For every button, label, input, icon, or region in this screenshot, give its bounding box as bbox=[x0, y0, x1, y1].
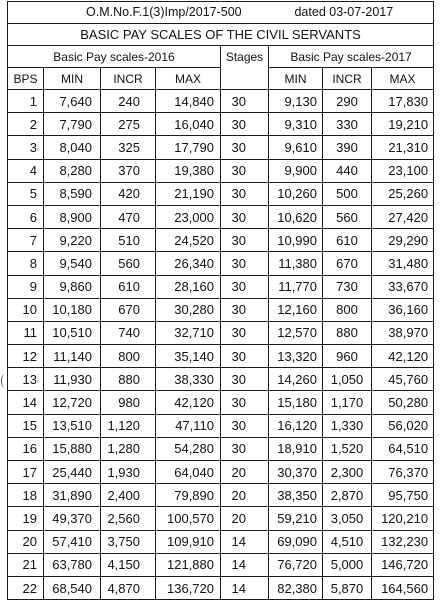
cell-max-2017: 120,210 bbox=[372, 507, 434, 530]
cell-incr-2016: 1,120 bbox=[101, 414, 156, 437]
cell-bps: 2 bbox=[8, 113, 44, 136]
cell-max-2017: 33,670 bbox=[372, 275, 434, 298]
cell-stages: 30 bbox=[221, 437, 269, 460]
cell-bps: 13 bbox=[8, 368, 44, 391]
cell-incr-2016: 1,280 bbox=[101, 437, 156, 460]
cell-min-2017: 30,370 bbox=[269, 461, 323, 484]
cell-incr-2017: 730 bbox=[323, 275, 372, 298]
cell-stages: 30 bbox=[221, 298, 269, 321]
cell-stages: 30 bbox=[221, 182, 269, 205]
cell-max-2017: 95,750 bbox=[372, 484, 434, 507]
cell-min-2016: 7,640 bbox=[44, 90, 101, 113]
cell-max-2017: 25,260 bbox=[372, 182, 434, 205]
cell-min-2017: 38,350 bbox=[269, 484, 323, 507]
cell-min-2016: 9,860 bbox=[44, 275, 101, 298]
cell-min-2017: 9,130 bbox=[269, 90, 323, 113]
cell-max-2016: 30,280 bbox=[156, 298, 221, 321]
table-title: BASIC PAY SCALES OF THE CIVIL SERVANTS bbox=[8, 24, 434, 46]
table-row bbox=[8, 90, 434, 113]
table-row bbox=[8, 576, 434, 599]
cell-bps: 16 bbox=[8, 437, 44, 460]
table-header bbox=[8, 2, 434, 90]
cell-bps: 20 bbox=[8, 530, 44, 553]
cell-max-2017: 31,480 bbox=[372, 252, 434, 275]
cell-max-2016: 16,040 bbox=[156, 113, 221, 136]
cell-bps: 15 bbox=[8, 414, 44, 437]
cell-max-2016: 47,110 bbox=[156, 414, 221, 437]
cell-incr-2017: 390 bbox=[323, 136, 372, 159]
cell-max-2016: 32,710 bbox=[156, 321, 221, 344]
cell-min-2016: 63,780 bbox=[44, 553, 101, 576]
table-row bbox=[8, 553, 434, 576]
table-row bbox=[8, 229, 434, 252]
cell-stages: 30 bbox=[221, 229, 269, 252]
cell-bps: 17 bbox=[8, 461, 44, 484]
table-row bbox=[8, 182, 434, 205]
cell-max-2016: 35,140 bbox=[156, 345, 221, 368]
cell-max-2017: 23,100 bbox=[372, 159, 434, 182]
cell-min-2017: 69,090 bbox=[269, 530, 323, 553]
cell-min-2017: 82,380 bbox=[269, 576, 323, 599]
cell-incr-2017: 880 bbox=[323, 321, 372, 344]
cell-stages: 30 bbox=[221, 345, 269, 368]
cell-min-2017: 9,310 bbox=[269, 113, 323, 136]
cell-min-2016: 8,900 bbox=[44, 205, 101, 228]
cell-bps: 6 bbox=[8, 205, 44, 228]
cell-max-2016: 23,000 bbox=[156, 205, 221, 228]
cell-stages: 20 bbox=[221, 484, 269, 507]
cell-incr-2017: 800 bbox=[323, 298, 372, 321]
cell-min-2016: 8,040 bbox=[44, 136, 101, 159]
cell-incr-2017: 1,050 bbox=[323, 368, 372, 391]
table-row bbox=[8, 113, 434, 136]
cell-max-2016: 109,910 bbox=[156, 530, 221, 553]
cell-stages: 30 bbox=[221, 113, 269, 136]
cell-bps: 10 bbox=[8, 298, 44, 321]
table-row bbox=[8, 484, 434, 507]
cell-incr-2016: 670 bbox=[101, 298, 156, 321]
cell-stages: 30 bbox=[221, 90, 269, 113]
cell-min-2017: 16,120 bbox=[269, 414, 323, 437]
cell-min-2017: 15,180 bbox=[269, 391, 323, 414]
cell-min-2016: 9,540 bbox=[44, 252, 101, 275]
table-row bbox=[8, 205, 434, 228]
cell-bps: 1 bbox=[8, 90, 44, 113]
cell-incr-2016: 4,150 bbox=[101, 553, 156, 576]
cell-max-2017: 36,160 bbox=[372, 298, 434, 321]
cell-bps: 12 bbox=[8, 345, 44, 368]
table-row bbox=[8, 414, 434, 437]
cell-incr-2017: 3,050 bbox=[323, 507, 372, 530]
cell-bps: 8 bbox=[8, 252, 44, 275]
cell-stages: 30 bbox=[221, 321, 269, 344]
cell-min-2016: 49,370 bbox=[44, 507, 101, 530]
stages-header: Stages bbox=[221, 46, 269, 90]
cell-min-2017: 11,770 bbox=[269, 275, 323, 298]
cell-incr-2016: 2,560 bbox=[101, 507, 156, 530]
cell-max-2016: 28,160 bbox=[156, 275, 221, 298]
cell-min-2017: 10,260 bbox=[269, 182, 323, 205]
cell-incr-2017: 1,170 bbox=[323, 391, 372, 414]
cell-incr-2017: 560 bbox=[323, 205, 372, 228]
cell-min-2016: 10,510 bbox=[44, 321, 101, 344]
cell-incr-2017: 610 bbox=[323, 229, 372, 252]
cell-incr-2017: 330 bbox=[323, 113, 372, 136]
group-header-2016: Basic Pay scales-2016 bbox=[8, 46, 221, 68]
cell-bps: 7 bbox=[8, 229, 44, 252]
cell-min-2017: 12,160 bbox=[269, 298, 323, 321]
table-row bbox=[8, 368, 434, 391]
cell-min-2017: 10,990 bbox=[269, 229, 323, 252]
cell-bps: 5 bbox=[8, 182, 44, 205]
cell-incr-2016: 610 bbox=[101, 275, 156, 298]
cell-bps: 19 bbox=[8, 507, 44, 530]
cell-max-2017: 29,290 bbox=[372, 229, 434, 252]
cell-incr-2017: 1,520 bbox=[323, 437, 372, 460]
cell-incr-2017: 500 bbox=[323, 182, 372, 205]
cell-max-2016: 24,520 bbox=[156, 229, 221, 252]
cell-max-2017: 132,230 bbox=[372, 530, 434, 553]
memo-header-cell bbox=[8, 2, 434, 24]
cell-max-2016: 38,330 bbox=[156, 368, 221, 391]
cell-bps: 4 bbox=[8, 159, 44, 182]
cell-min-2016: 7,790 bbox=[44, 113, 101, 136]
cell-incr-2017: 5,000 bbox=[323, 553, 372, 576]
cell-stages: 14 bbox=[221, 553, 269, 576]
col-header-min-2016: MIN bbox=[44, 68, 101, 90]
cell-max-2017: 45,760 bbox=[372, 368, 434, 391]
cell-max-2017: 38,970 bbox=[372, 321, 434, 344]
cell-incr-2017: 2,300 bbox=[323, 461, 372, 484]
table-row bbox=[8, 136, 434, 159]
cell-stages: 30 bbox=[221, 159, 269, 182]
cell-min-2016: 9,220 bbox=[44, 229, 101, 252]
cell-min-2017: 9,900 bbox=[269, 159, 323, 182]
cell-incr-2016: 275 bbox=[101, 113, 156, 136]
cell-max-2017: 42,120 bbox=[372, 345, 434, 368]
cell-incr-2017: 5,870 bbox=[323, 576, 372, 599]
cell-incr-2016: 470 bbox=[101, 205, 156, 228]
cell-min-2016: 31,890 bbox=[44, 484, 101, 507]
cell-bps: 21 bbox=[8, 553, 44, 576]
cell-incr-2017: 670 bbox=[323, 252, 372, 275]
cell-min-2016: 57,410 bbox=[44, 530, 101, 553]
cell-max-2016: 21,190 bbox=[156, 182, 221, 205]
table-row bbox=[8, 437, 434, 460]
cell-incr-2017: 4,510 bbox=[323, 530, 372, 553]
cell-stages: 20 bbox=[221, 461, 269, 484]
cell-min-2017: 18,910 bbox=[269, 437, 323, 460]
cell-max-2016: 14,840 bbox=[156, 90, 221, 113]
cell-max-2017: 50,280 bbox=[372, 391, 434, 414]
table-row bbox=[8, 275, 434, 298]
cell-stages: 14 bbox=[221, 576, 269, 599]
cell-max-2017: 21,310 bbox=[372, 136, 434, 159]
cell-incr-2016: 4,870 bbox=[101, 576, 156, 599]
cell-min-2016: 68,540 bbox=[44, 576, 101, 599]
cell-min-2016: 13,510 bbox=[44, 414, 101, 437]
cell-min-2016: 25,440 bbox=[44, 461, 101, 484]
cell-max-2017: 76,370 bbox=[372, 461, 434, 484]
col-header-max-2016: MAX bbox=[156, 68, 221, 90]
table-body bbox=[8, 90, 434, 600]
table-row bbox=[8, 298, 434, 321]
cell-max-2016: 64,040 bbox=[156, 461, 221, 484]
cell-incr-2016: 325 bbox=[101, 136, 156, 159]
cell-max-2016: 54,280 bbox=[156, 437, 221, 460]
table-row bbox=[8, 391, 434, 414]
cell-bps: 11 bbox=[8, 321, 44, 344]
cell-incr-2016: 370 bbox=[101, 159, 156, 182]
cell-max-2016: 121,880 bbox=[156, 553, 221, 576]
cell-incr-2016: 800 bbox=[101, 345, 156, 368]
cell-stages: 30 bbox=[221, 391, 269, 414]
cell-max-2016: 42,120 bbox=[156, 391, 221, 414]
table-row bbox=[8, 461, 434, 484]
cell-incr-2016: 740 bbox=[101, 321, 156, 344]
cell-max-2016: 26,340 bbox=[156, 252, 221, 275]
cell-incr-2016: 240 bbox=[101, 90, 156, 113]
cell-min-2016: 11,930 bbox=[44, 368, 101, 391]
cell-min-2017: 12,570 bbox=[269, 321, 323, 344]
cell-incr-2016: 510 bbox=[101, 229, 156, 252]
cell-incr-2017: 960 bbox=[323, 345, 372, 368]
cell-stages: 30 bbox=[221, 252, 269, 275]
cell-stages: 14 bbox=[221, 530, 269, 553]
cell-min-2016: 10,180 bbox=[44, 298, 101, 321]
cell-max-2017: 19,210 bbox=[372, 113, 434, 136]
memo-number: O.M.No.F.1(3)Imp/2017-500 bbox=[86, 5, 242, 20]
col-header-min-2017: MIN bbox=[269, 68, 323, 90]
col-header-incr-2017: INCR bbox=[323, 68, 372, 90]
memo-row bbox=[8, 2, 434, 24]
title-row bbox=[8, 24, 434, 46]
cell-max-2017: 17,830 bbox=[372, 90, 434, 113]
cell-incr-2017: 2,870 bbox=[323, 484, 372, 507]
table-row bbox=[8, 321, 434, 344]
cell-incr-2016: 980 bbox=[101, 391, 156, 414]
table-row bbox=[8, 159, 434, 182]
cell-max-2016: 79,890 bbox=[156, 484, 221, 507]
cell-min-2017: 76,720 bbox=[269, 553, 323, 576]
cell-max-2017: 27,420 bbox=[372, 205, 434, 228]
cell-bps: 9 bbox=[8, 275, 44, 298]
cell-bps: 14 bbox=[8, 391, 44, 414]
cell-max-2017: 146,720 bbox=[372, 553, 434, 576]
cell-min-2017: 10,620 bbox=[269, 205, 323, 228]
table-row bbox=[8, 507, 434, 530]
cell-incr-2016: 3,750 bbox=[101, 530, 156, 553]
cell-min-2016: 15,880 bbox=[44, 437, 101, 460]
cell-min-2016: 11,140 bbox=[44, 345, 101, 368]
cell-stages: 30 bbox=[221, 275, 269, 298]
cell-stages: 30 bbox=[221, 205, 269, 228]
cell-max-2016: 19,380 bbox=[156, 159, 221, 182]
cell-incr-2017: 290 bbox=[323, 90, 372, 113]
cell-stages: 30 bbox=[221, 414, 269, 437]
cell-incr-2016: 420 bbox=[101, 182, 156, 205]
group-header-2017: Basic Pay scales-2017 bbox=[269, 46, 434, 68]
cell-incr-2016: 2,400 bbox=[101, 484, 156, 507]
cell-incr-2016: 880 bbox=[101, 368, 156, 391]
cell-max-2017: 64,510 bbox=[372, 437, 434, 460]
cell-max-2017: 56,020 bbox=[372, 414, 434, 437]
cell-max-2017: 164,560 bbox=[372, 576, 434, 599]
col-header-bps: BPS bbox=[8, 68, 44, 90]
cell-stages: 30 bbox=[221, 368, 269, 391]
cell-bps: 22 bbox=[8, 576, 44, 599]
cell-incr-2017: 1,330 bbox=[323, 414, 372, 437]
cell-max-2016: 17,790 bbox=[156, 136, 221, 159]
cell-min-2016: 12,720 bbox=[44, 391, 101, 414]
table-row bbox=[8, 530, 434, 553]
col-header-incr-2016: INCR bbox=[101, 68, 156, 90]
table-row bbox=[8, 252, 434, 275]
cell-incr-2017: 440 bbox=[323, 159, 372, 182]
table-row bbox=[8, 345, 434, 368]
cell-min-2017: 11,380 bbox=[269, 252, 323, 275]
cell-max-2016: 136,720 bbox=[156, 576, 221, 599]
pay-scales-table bbox=[7, 1, 434, 600]
cell-min-2017: 14,260 bbox=[269, 368, 323, 391]
cell-min-2017: 59,210 bbox=[269, 507, 323, 530]
cell-incr-2016: 1,930 bbox=[101, 461, 156, 484]
memo-date: dated 03-07-2017 bbox=[294, 5, 394, 20]
cell-max-2016: 100,570 bbox=[156, 507, 221, 530]
cell-min-2016: 8,590 bbox=[44, 182, 101, 205]
cell-min-2016: 8,280 bbox=[44, 159, 101, 182]
cell-stages: 30 bbox=[221, 136, 269, 159]
cell-bps: 3 bbox=[8, 136, 44, 159]
cell-stages: 20 bbox=[221, 507, 269, 530]
cell-min-2017: 9,610 bbox=[269, 136, 323, 159]
cell-min-2017: 13,320 bbox=[269, 345, 323, 368]
cell-incr-2016: 560 bbox=[101, 252, 156, 275]
group-header-row bbox=[8, 46, 434, 68]
cell-bps: 18 bbox=[8, 484, 44, 507]
col-header-max-2017: MAX bbox=[372, 68, 434, 90]
